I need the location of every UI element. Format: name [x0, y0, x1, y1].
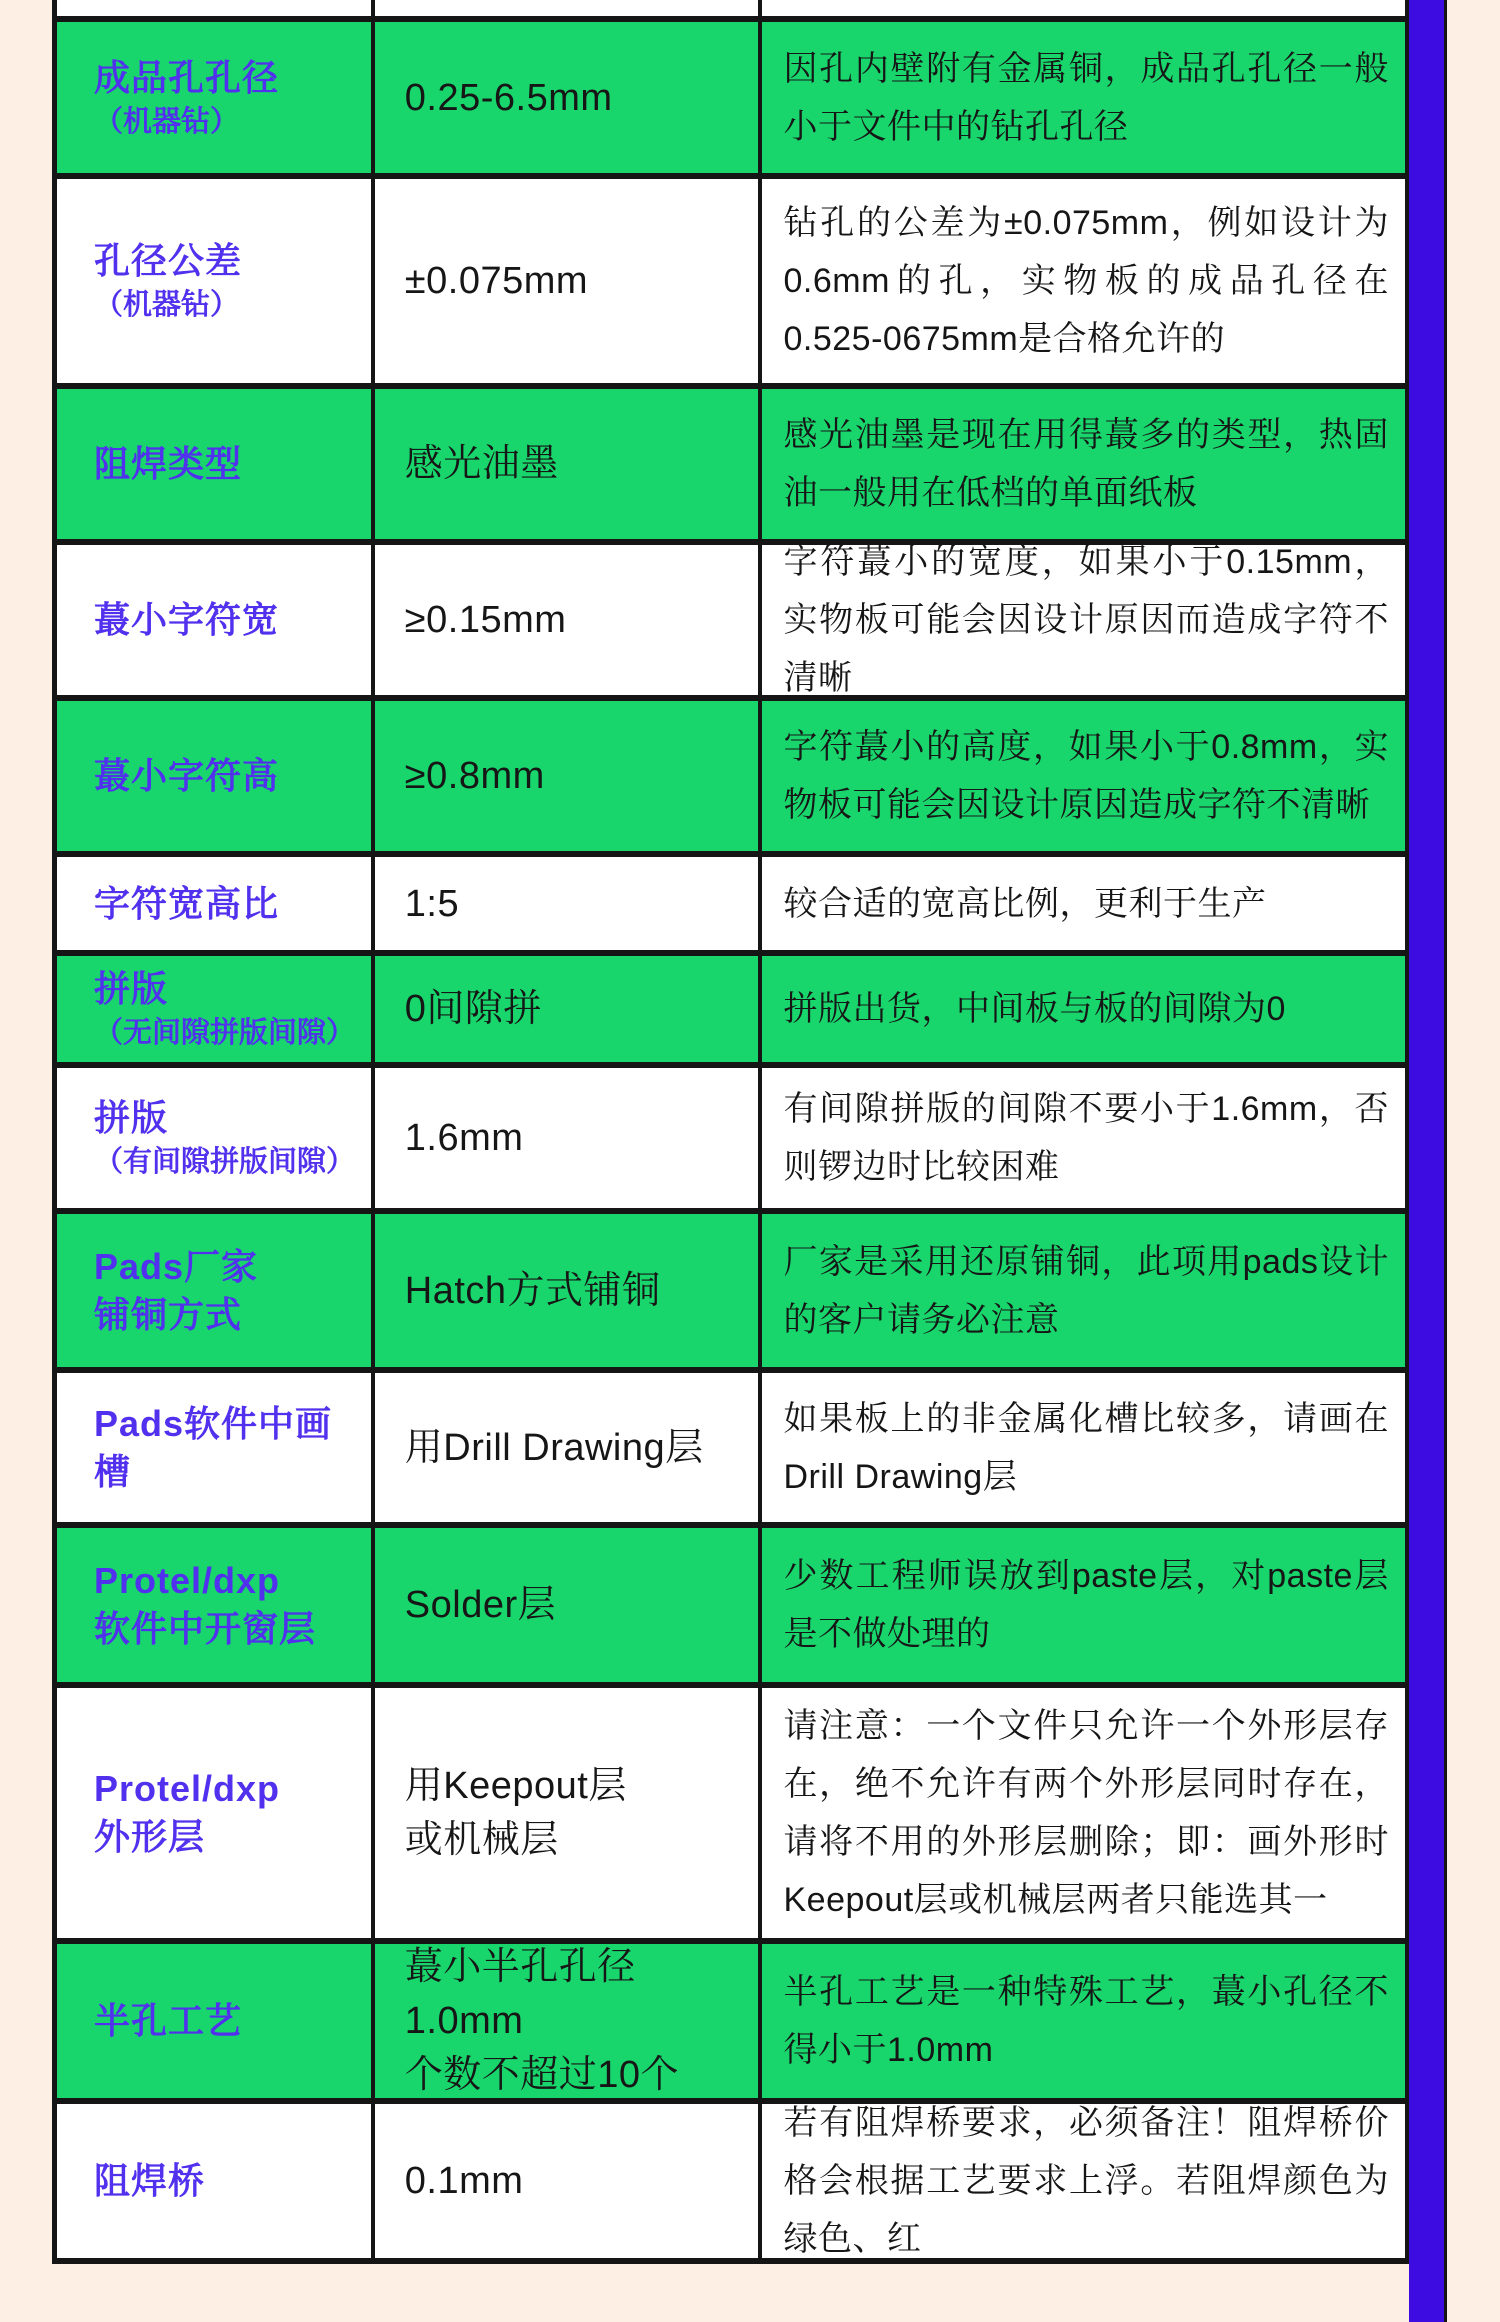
row-desc-cell: [762, 1214, 1410, 1367]
row-label: Protel/dxp: [94, 1768, 281, 1809]
table-row: [57, 545, 1409, 701]
row-value-line2: 或机械层: [404, 1819, 559, 1861]
row-desc-cell: [762, 1068, 1410, 1208]
row-value: 0.25-6.5mm: [404, 76, 613, 119]
row-value-cell: [375, 857, 762, 950]
row-value: ±0.075mm: [404, 260, 589, 302]
row-label: 蕞小字符高: [94, 755, 280, 796]
table-row: [57, 1373, 1409, 1528]
row-label: Pads软件中画槽: [94, 1402, 333, 1492]
row-label: 拼版: [94, 1097, 169, 1138]
table-row: [57, 1944, 1409, 2104]
row-label: 阻焊类型: [94, 443, 243, 484]
row-value: 感光油墨: [404, 443, 559, 485]
row-label-sub: （无间隙拼版间隙）: [94, 1017, 356, 1049]
row-label-cell: [57, 956, 375, 1062]
row-desc: 有间隙拼版的间隙不要小于1.6mm，否则锣边时比较困难: [783, 1090, 1389, 1186]
row-desc: 感光油墨是现在用得蕞多的类型，热固油一般用在低档的单面纸板: [783, 416, 1389, 512]
row-desc: 因孔内壁附有金属铜，成品孔孔径一般小于文件中的钻孔孔径: [783, 49, 1389, 146]
row-desc-cell: [762, 857, 1410, 950]
row-label-line2: 铺铜方式: [94, 1293, 243, 1335]
row-label-cell: [57, 2104, 375, 2258]
row-value: 0间隙拼: [404, 988, 542, 1030]
row-value: 用Drill Drawing层: [404, 1426, 704, 1469]
row-value-cell: [375, 1068, 762, 1208]
row-value: 用Keepout层: [404, 1765, 627, 1807]
row-value: Hatch方式铺铜: [404, 1269, 661, 1312]
row-label: Pads厂家: [94, 1245, 259, 1287]
table-row: [57, 1688, 1409, 1944]
row-label: 字符宽高比: [94, 882, 280, 924]
row-desc-cell: [762, 1944, 1410, 2098]
row-desc-cell: [762, 545, 1410, 695]
row-value-cell: [375, 389, 762, 539]
row-label-cell: [57, 1214, 375, 1367]
row-value: 0.1mm: [404, 2160, 524, 2202]
table-row: [57, 1528, 1409, 1688]
row-label: Protel/dxp: [94, 1560, 281, 1601]
row-desc-cell: [762, 1528, 1410, 1682]
row-desc-cell: [762, 1688, 1410, 1938]
row-label-cell: [57, 701, 375, 851]
row-desc: 少数工程师误放到paste层，对paste层是不做处理的: [783, 1557, 1389, 1653]
row-label-cell: [57, 1944, 375, 2098]
row-label-sub: （机器钻）: [94, 289, 240, 321]
row-value: 1:5: [404, 882, 460, 925]
row-desc-cell: [762, 2104, 1410, 2258]
row-value-cell: [375, 2104, 762, 2258]
row-label-cell: [57, 857, 375, 950]
row-label: 蕞小字符宽: [94, 599, 280, 640]
row-desc-cell: [762, 1373, 1410, 1522]
row-label: 成品孔孔径: [94, 56, 280, 98]
row-desc-cell: [762, 0, 1410, 16]
row-desc: 较合适的宽高比例，更利于生产: [783, 884, 1267, 923]
row-value: 1.6mm: [404, 1117, 524, 1159]
row-desc: 若有阻焊桥要求，必须备注！阻焊桥价格会根据工艺要求上浮。若阻焊颜色为绿色、红: [783, 2104, 1389, 2258]
table-row: [57, 1214, 1409, 1373]
row-desc: 钻孔的公差为±0.075mm，例如设计为0.6mm的孔，实物板的成品孔径在0.525-0675mm是合格允许的: [783, 204, 1389, 358]
row-label-line2: 软件中开窗层: [94, 1608, 317, 1649]
row-value-cell: [375, 956, 762, 1062]
row-label-cell: [57, 1373, 375, 1522]
row-desc-cell: [762, 179, 1410, 383]
row-label-cell: [57, 1068, 375, 1208]
row-desc: 字符蕞小的宽度，如果小于0.15mm，实物板可能会因设计原因而造成字符不清晰: [783, 543, 1389, 697]
row-label-cell: [57, 0, 375, 16]
row-value-cell: [375, 1214, 762, 1367]
row-value-cell: [375, 1528, 762, 1682]
row-value-cell: [375, 1688, 762, 1938]
row-value: 蕞小半孔孔径1.0mm: [404, 1946, 636, 2042]
row-label-sub: （机器钻）: [94, 105, 240, 138]
row-label-cell: [57, 22, 375, 173]
row-label: 半孔工艺: [94, 2000, 243, 2041]
row-value-line2: 个数不超过10个: [404, 2054, 680, 2096]
table-row: [57, 389, 1409, 545]
row-value-cell: [375, 1944, 762, 2098]
table-row: [57, 857, 1409, 956]
purple-accent-band: [1409, 0, 1447, 2322]
row-value-cell: [375, 0, 762, 16]
table-row: [57, 701, 1409, 857]
pcb-spec-table: [52, 0, 1409, 2264]
row-label-cell: [57, 1528, 375, 1682]
row-value: ≥0.15mm: [404, 599, 567, 641]
row-value: ≥0.8mm: [404, 755, 545, 797]
table-row: [57, 22, 1409, 179]
row-label: 拼版: [94, 968, 169, 1009]
row-desc: 字符蕞小的高度，如果小于0.8mm，实物板可能会因设计原因造成字符不清晰: [783, 728, 1389, 824]
row-desc-cell: [762, 956, 1410, 1062]
row-value-cell: [375, 701, 762, 851]
row-value-cell: [375, 179, 762, 383]
table-row: [57, 956, 1409, 1068]
table-row: [57, 179, 1409, 389]
row-label-sub: （有间隙拼版间隙）: [94, 1146, 356, 1178]
table-row-partial-top: [57, 0, 1409, 22]
row-desc: 请注意：一个文件只允许一个外形层存在，绝不允许有两个外形层同时存在，请将不用的外形层删除；即：画外形时Keepout层或机械层两者只能选其一: [783, 1707, 1389, 1919]
row-label: 孔径公差: [94, 240, 243, 281]
row-label-cell: [57, 1688, 375, 1938]
row-label-cell: [57, 179, 375, 383]
row-value: Solder层: [404, 1584, 557, 1626]
row-label-cell: [57, 389, 375, 539]
row-label-cell: [57, 545, 375, 695]
row-label: 阻焊桥: [94, 2160, 206, 2201]
row-label-line2: 外形层: [94, 1816, 206, 1857]
row-value-cell: [375, 545, 762, 695]
row-desc-cell: [762, 701, 1410, 851]
row-desc-cell: [762, 389, 1410, 539]
row-desc: 如果板上的非金属化槽比较多，请画在Drill Drawing层: [783, 1399, 1389, 1496]
row-value-cell: [375, 22, 762, 173]
row-desc: 拼版出货，中间板与板的间隙为0: [783, 990, 1286, 1028]
row-desc: 半孔工艺是一种特殊工艺，蕞小孔径不得小于1.0mm: [783, 1973, 1389, 2069]
row-desc: 厂家是采用还原铺铜，此项用pads设计的客户请务必注意: [783, 1242, 1389, 1339]
table-row: [57, 2104, 1409, 2264]
row-desc-cell: [762, 22, 1410, 173]
table-row: [57, 1068, 1409, 1214]
row-value-cell: [375, 1373, 762, 1522]
